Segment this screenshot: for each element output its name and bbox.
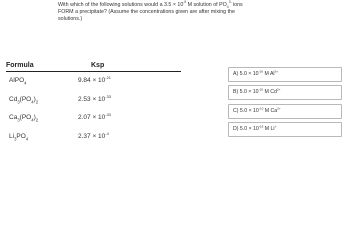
question-line-1: With which of the following solutions would a $3.5 \times 10^{-5}$ M solution of $PO_4^{3-}$ ions — [58, 0, 243, 10]
question-line-2: FORM a precipitate? (Assume the concentrations given are after mixing the — [58, 9, 235, 16]
table-row — [6, 72, 181, 91]
option-b[interactable] — [228, 85, 342, 100]
ksp-table — [6, 58, 181, 146]
question-text — [58, 2, 318, 24]
question-line-3: solutions.) — [58, 16, 83, 23]
row-ksp: $9.84 \times 10^{-21}$ — [78, 74, 111, 84]
table-row — [6, 91, 181, 110]
header-formula: Formula — [6, 62, 34, 69]
row-formula: AlPO$_4$ — [9, 77, 27, 86]
row-ksp: $2.37 \times 10^{-4}$ — [78, 130, 109, 140]
option-d[interactable] — [228, 122, 342, 137]
option-c[interactable] — [228, 104, 342, 119]
option-c-label: C) $5.0 \times 10^{-10}$ M $Ca^{2+}$ — [233, 106, 281, 114]
row-ksp: $2.07 \times 10^{-33}$ — [78, 112, 111, 122]
option-a[interactable] — [228, 67, 342, 82]
table-row — [6, 128, 181, 147]
answer-options — [228, 67, 342, 141]
row-ksp: $2.53 \times 10^{-33}$ — [78, 93, 111, 103]
row-formula: $Ca_3(PO_4)_2$ — [9, 114, 39, 123]
ksp-table-header — [6, 58, 181, 72]
option-d-label: D) $5.0 \times 10^{-16}$ M Li+ — [233, 124, 277, 133]
row-formula: $Li_3PO_4$ — [9, 132, 29, 142]
row-formula: $Cd_3(PO_4)_2$ — [9, 95, 39, 104]
option-b-label: B) $5.0 \times 10^{-10}$ M $Cd^{2+}$ — [233, 87, 281, 96]
table-row — [6, 109, 181, 128]
option-a-label: A) $5.0 \times 10^{-16}$ M $Al^{3+}$ — [233, 69, 279, 77]
header-ksp: Ksp — [91, 62, 105, 69]
